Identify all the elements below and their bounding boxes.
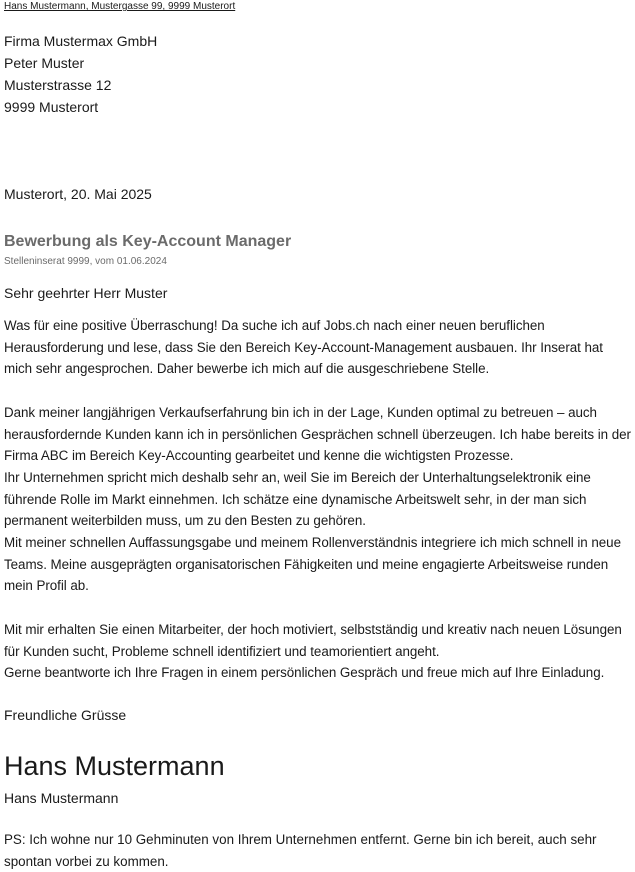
body-paragraph-intro: Was für eine positive Überraschung! Da suche ich auf Jobs.ch nach einer neuen beruflichen Herausforderung und lese, dass Sie den Bereich Key-Account-Management ausbauen. Ihr Inserat hat mich sehr angesprochen. Daher bewerbe ich mich auf die ausgeschriebene Stelle. <box>4 318 603 377</box>
letter-date: Musterort, 20. Mai 2025 <box>4 186 152 202</box>
body-paragraph-skills: Mit meiner schnellen Auffassungsgabe und meinem Rollenverständnis integriere ich mich schnell in neue Teams. Meine ausgeprägten organisatorischen Fähigkeiten und meine engagierte Arbeitsweise runden mein Profil ab. <box>4 535 621 594</box>
body-paragraph-company: Ihr Unternehmen spricht mich deshalb sehr an, weil Sie im Bereich der Unterhaltungselektronik eine führende Rolle im Markt einnehmen. Ich schätze eine dynamische Arbeitswelt sehr, in der man sich permanent weiterbilden muss, um zu den Besten zu gehören. <box>4 469 591 529</box>
body-paragraph-invitation: Gerne beantworte ich Ihre Fragen in einem persönlichen Gespräch und freue mich auf Ihre Einladung. <box>4 665 605 681</box>
letter-subject: Bewerbung als Key-Account Manager <box>4 233 292 250</box>
body-paragraph-offer: Mit mir erhalten Sie einen Mitarbeiter, der hoch motiviert, selbstständig und kreativ nach neuen Lösungen für Kunden sucht, Probleme schnell identifiziert und teamorientiert angeht. <box>4 621 622 659</box>
sender-address-line: Hans Mustermann, Mustergasse 99, 9999 Musterort <box>4 1 236 12</box>
recipient-city: 9999 Musterort <box>4 99 99 115</box>
recipient-address <box>4 30 157 118</box>
signature-printed-name: Hans Mustermann <box>4 790 119 806</box>
signature: Hans Mustermann <box>4 751 225 781</box>
recipient-person: Peter Muster <box>4 55 85 71</box>
body-paragraph-experience: Dank meiner langjährigen Verkaufserfahrung bin ich in der Lage, Kunden optimal zu betreuen – auch herausfordernde Kunden kann ich in persönlichen Gesprächen schnell überzeugen. Ich habe bereits in der Firma ABC im Bereich Key-Accounting gearbeitet und kenne die wichtigsten Prozesse. <box>4 404 631 464</box>
recipient-street: Musterstrasse 12 <box>4 77 112 93</box>
postscript: PS: Ich wohne nur 10 Gehminuten von Ihrem Unternehmen entfernt. Gerne bin ich bereit, auch sehr spontan vorbei zu kommen. <box>4 832 597 869</box>
recipient-company: Firma Mustermax GmbH <box>4 33 158 49</box>
salutation: Sehr geehrter Herr Muster <box>4 285 168 301</box>
job-reference: Stelleninserat 9999, vom 01.06.2024 <box>4 256 167 267</box>
closing-phrase: Freundliche Grüsse <box>4 707 127 723</box>
letter-body <box>4 315 632 684</box>
